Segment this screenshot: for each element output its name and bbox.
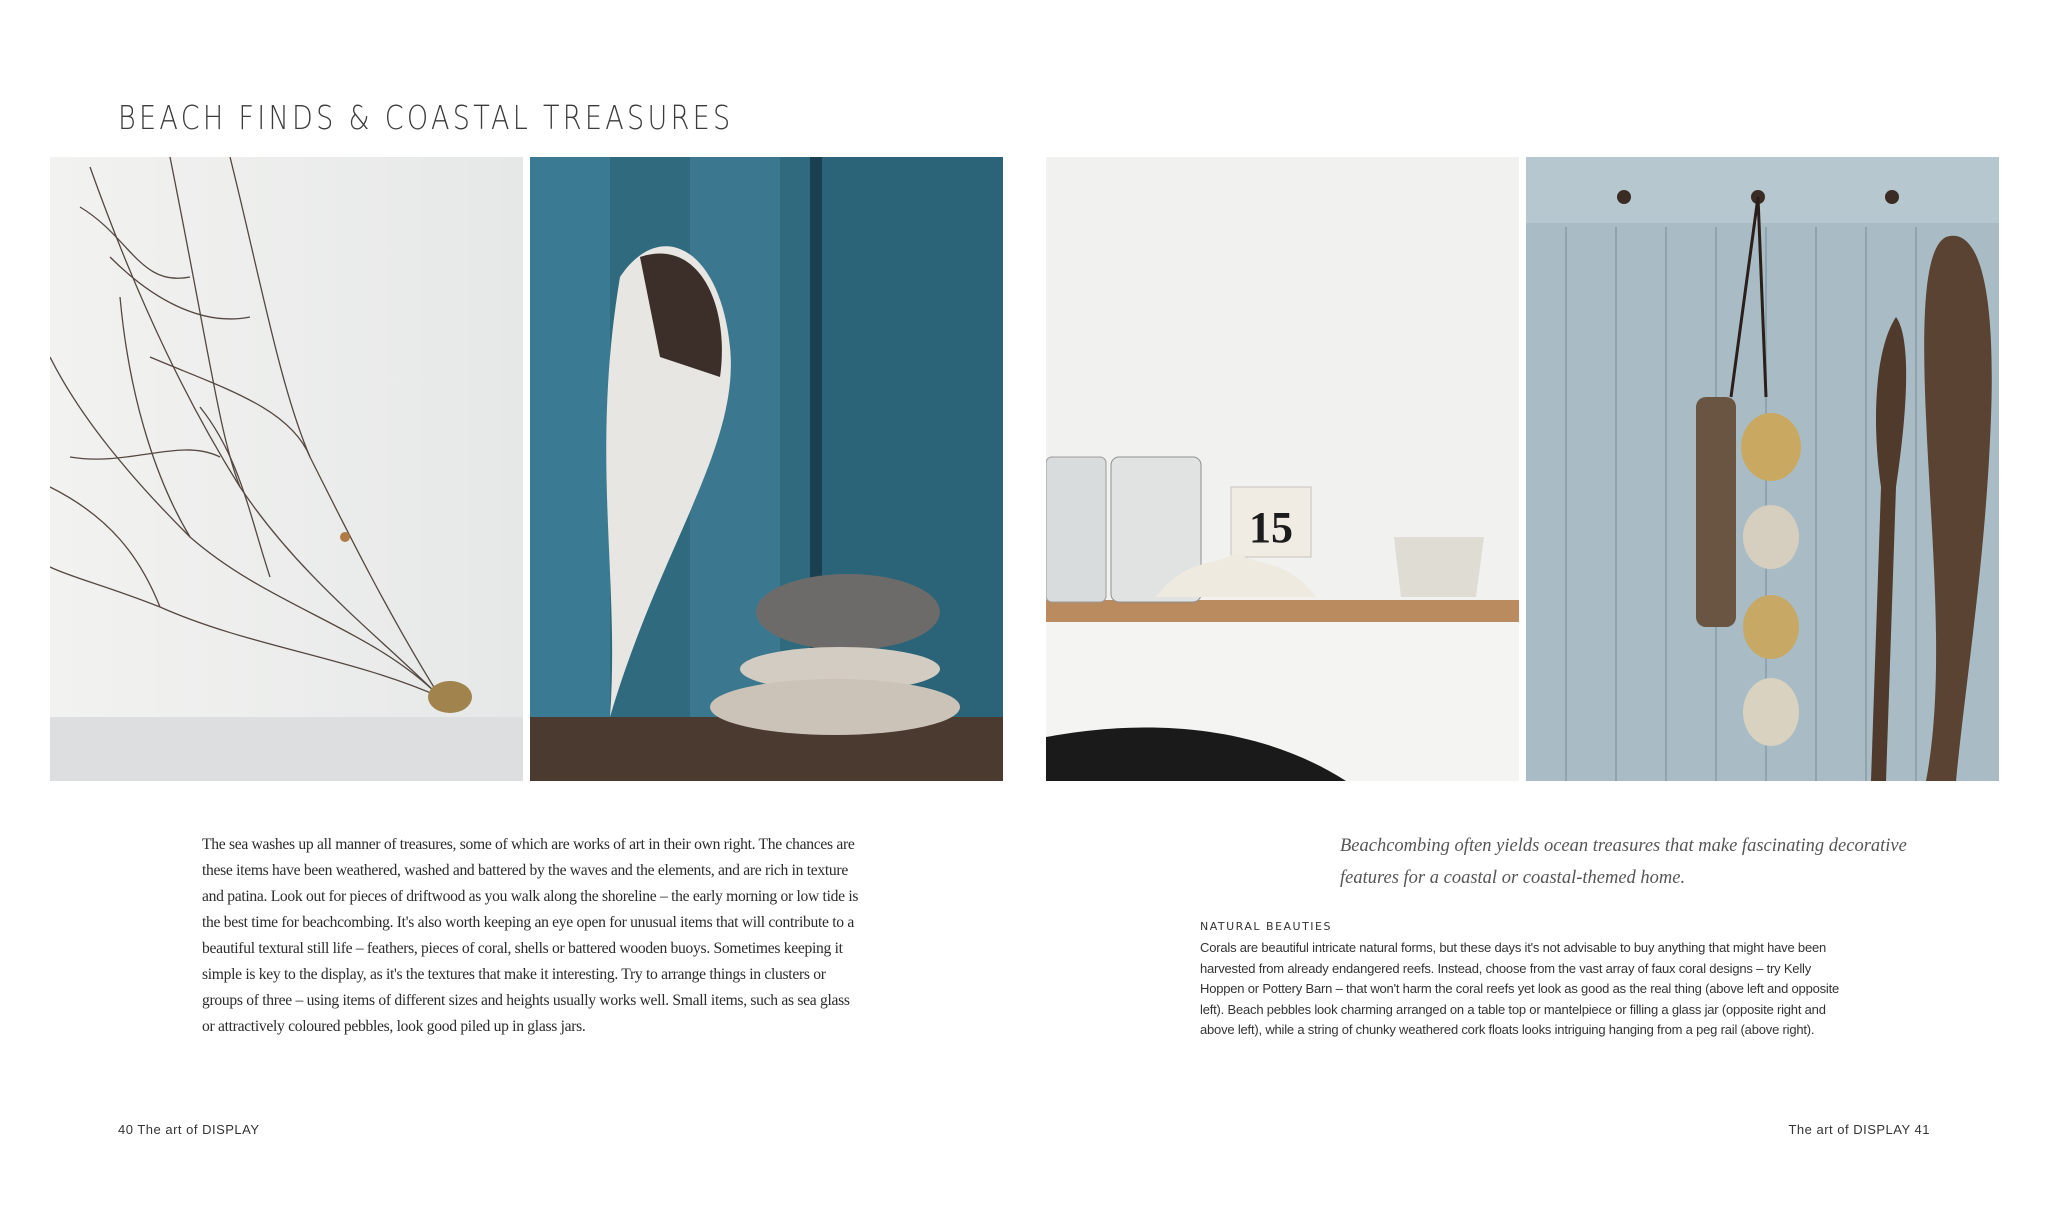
cork-floats-oars-photo <box>1526 157 1999 781</box>
card-number: 15 <box>1249 503 1293 552</box>
page-title: BEACH FINDS & COASTAL TREASURES <box>118 98 734 137</box>
feather-and-pebbles-photo <box>530 157 1003 781</box>
section-heading: NATURAL BEAUTIES <box>1200 920 1332 933</box>
photo-caption: Beachcombing often yields ocean treasures that make fascinating decorative features for a coastal or coastal-themed home. <box>1340 836 1907 888</box>
section-text: Corals are beautiful intricate natural forms, but these days it's not advisable to buy anything that might have been harvested from already endangered reefs. Instead, choose from the vast array of faux coral designs – try Kelly Hoppen or Pottery Barn – that won't harm the coral reefs yet look as good as the real thing (above left and opposite left). Beach pebbles look charming arranged on a table top or mantelpiece or filling a glass jar (opposite right and above left), while a string of chunky weathered cork floats looks intriguing hanging from a peg rail (above right). <box>1200 940 1840 1037</box>
body-text: The sea washes up all manner of treasures, some of which are works of art in their own right. The chances are these items have been weathered, washed and battered by the waves and the elements, and are rich in texture and patina. Look out for pieces of driftwood as you walk along the shoreline – the early morning or low tide is the best time for beachcombing. It's also worth keeping an eye open for unusual items that will contribute to a beautiful textural still life – feathers, pieces of coral, shells or battered wooden buoys. Sometimes keeping it simple is key to the display, as it's the textures that make it interesting. Try to arrange things in clusters or groups of three – using items of different sizes and heights usually works well. Small items, such as sea glass or attractively coloured pebbles, look good piled up in glass jars. <box>202 836 859 1035</box>
jars-coral-shelf-photo <box>1046 157 1519 781</box>
sea-fan-coral-photo <box>50 157 523 781</box>
folio-left: 40 The art of DISPLAY <box>118 1122 260 1137</box>
folio-right: The art of DISPLAY 41 <box>1788 1122 1930 1137</box>
